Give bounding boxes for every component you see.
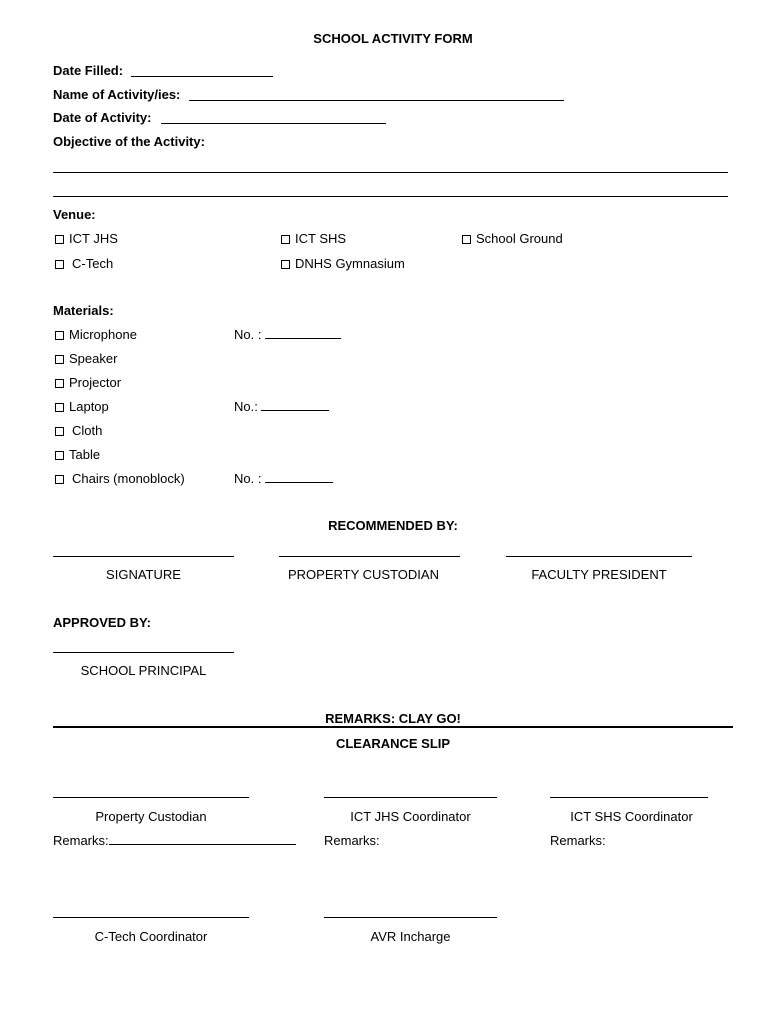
clearance-property-custodian-caption: Property Custodian — [95, 809, 207, 824]
remarks-line-a[interactable] — [109, 833, 296, 845]
checkbox-icon[interactable] — [55, 475, 64, 484]
clearance-avr-caption: AVR Incharge — [370, 929, 451, 944]
activity-name-line[interactable] — [189, 100, 564, 101]
checkbox-icon[interactable] — [55, 403, 64, 412]
materials-label: Materials: — [53, 303, 114, 318]
principal-caption: SCHOOL PRINCIPAL — [80, 663, 207, 678]
checkbox-icon[interactable] — [55, 235, 64, 244]
clearance-heading: CLEARANCE SLIP — [335, 736, 451, 751]
material-speaker[interactable]: Speaker — [55, 351, 117, 367]
checkbox-icon[interactable] — [55, 331, 64, 340]
chairs-count[interactable]: No. : — [234, 471, 333, 487]
section-divider — [53, 726, 733, 728]
checkbox-icon[interactable] — [55, 427, 64, 436]
checkbox-icon[interactable] — [55, 260, 64, 269]
signature-caption: SIGNATURE — [106, 567, 181, 582]
laptop-count[interactable]: No.: — [234, 399, 329, 415]
principal-line[interactable] — [53, 652, 234, 653]
checkbox-icon[interactable] — [55, 355, 64, 364]
checkbox-icon[interactable] — [55, 451, 64, 460]
form-title: SCHOOL ACTIVITY FORM — [313, 31, 473, 46]
checkbox-icon[interactable] — [281, 260, 290, 269]
objective-line-2[interactable] — [53, 196, 728, 197]
venue-label: Venue: — [53, 207, 96, 222]
laptop-count-line[interactable] — [261, 399, 329, 411]
venue-option-c-tech[interactable]: C-Tech — [55, 256, 113, 272]
checkbox-icon[interactable] — [55, 379, 64, 388]
material-table[interactable]: Table — [55, 447, 100, 463]
chairs-count-line[interactable] — [265, 471, 333, 483]
material-microphone[interactable]: Microphone — [55, 327, 137, 343]
clearance-ict-jhs-line[interactable] — [324, 797, 497, 798]
signature-line[interactable] — [53, 556, 234, 557]
clearance-property-custodian-line[interactable] — [53, 797, 249, 798]
remarks-field-a[interactable]: Remarks: — [53, 833, 296, 849]
material-projector[interactable]: Projector — [55, 375, 121, 391]
venue-option-ict-shs[interactable]: ICT SHS — [281, 231, 346, 247]
approved-heading: APPROVED BY: — [53, 615, 151, 630]
activity-name-label: Name of Activity/ies: — [53, 87, 181, 102]
date-filled-label: Date Filled: — [53, 63, 124, 78]
recommended-heading: RECOMMENDED BY: — [328, 518, 458, 533]
objective-line-1[interactable] — [53, 172, 728, 173]
microphone-count[interactable]: No. : — [234, 327, 341, 343]
material-cloth[interactable]: Cloth — [55, 423, 102, 439]
date-of-activity-label: Date of Activity: — [53, 110, 152, 125]
clearance-ict-jhs-caption: ICT JHS Coordinator — [350, 809, 471, 824]
remarks-heading: REMARKS: CLAY GO! — [325, 711, 461, 726]
faculty-president-line[interactable] — [506, 556, 692, 557]
date-filled-line[interactable] — [131, 76, 273, 77]
venue-option-school-ground[interactable]: School Ground — [462, 231, 563, 247]
clearance-avr-line[interactable] — [324, 917, 497, 918]
remarks-label-b: Remarks: — [324, 833, 380, 848]
venue-option-ict-jhs[interactable]: ICT JHS — [55, 231, 118, 247]
clearance-c-tech-line[interactable] — [53, 917, 249, 918]
faculty-president-caption: FACULTY PRESIDENT — [531, 567, 667, 582]
clearance-ict-shs-line[interactable] — [550, 797, 708, 798]
remarks-label-c: Remarks: — [550, 833, 606, 848]
clearance-c-tech-caption: C-Tech Coordinator — [94, 929, 208, 944]
property-custodian-line[interactable] — [279, 556, 460, 557]
date-of-activity-line[interactable] — [161, 123, 386, 124]
checkbox-icon[interactable] — [462, 235, 471, 244]
objective-label: Objective of the Activity: — [53, 134, 205, 149]
checkbox-icon[interactable] — [281, 235, 290, 244]
material-laptop[interactable]: Laptop — [55, 399, 109, 415]
property-custodian-caption: PROPERTY CUSTODIAN — [288, 567, 439, 582]
clearance-ict-shs-caption: ICT SHS Coordinator — [570, 809, 693, 824]
venue-option-dnhs-gymnasium[interactable]: DNHS Gymnasium — [281, 256, 405, 272]
microphone-count-line[interactable] — [265, 327, 341, 339]
material-chairs[interactable]: Chairs (monoblock) — [55, 471, 185, 487]
